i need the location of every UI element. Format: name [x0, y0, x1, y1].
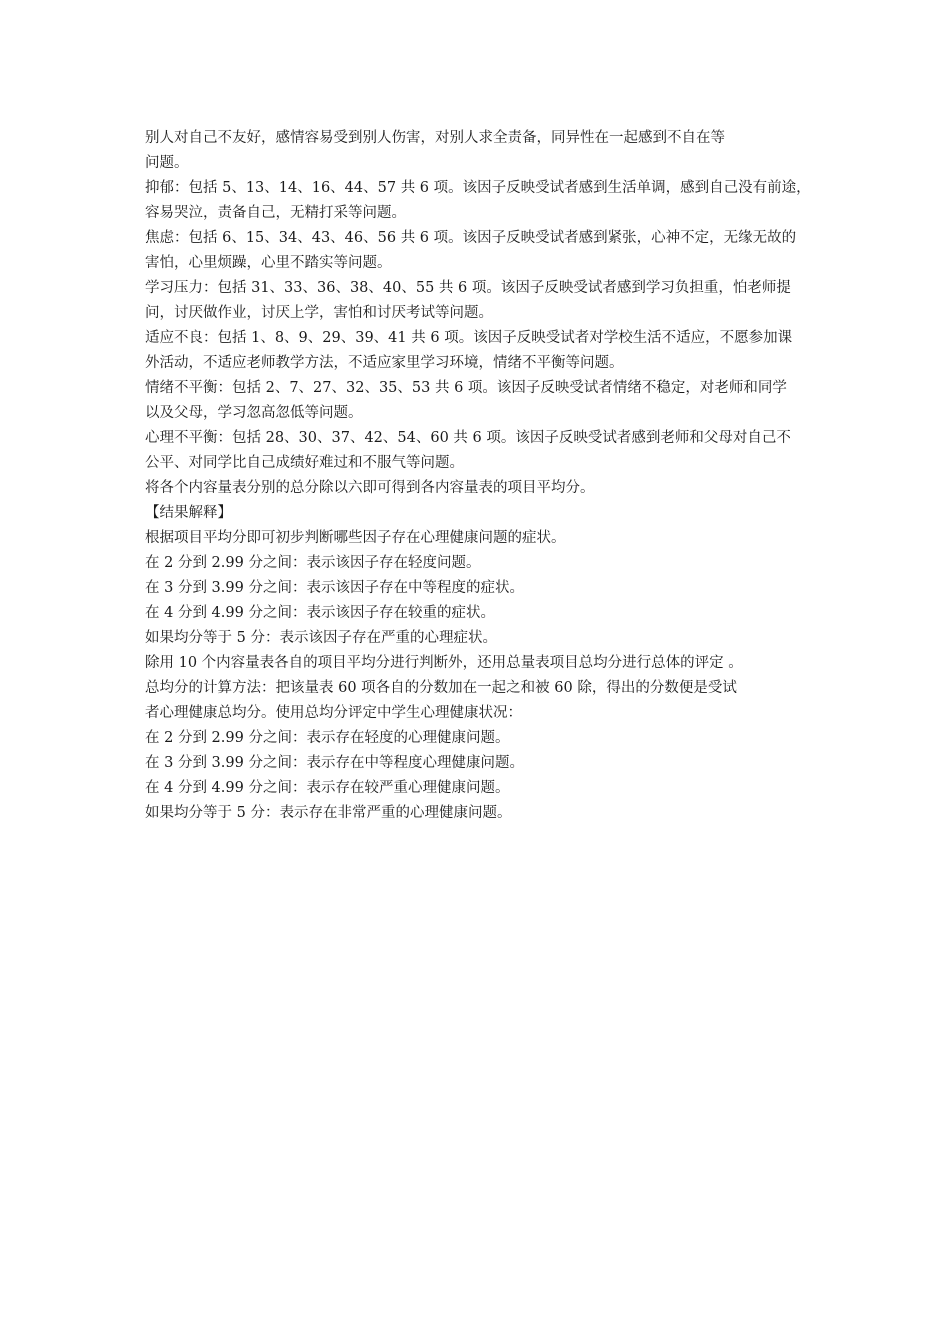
text-line: 公平、对同学比自己成绩好难过和不服气等问题。 — [145, 455, 464, 471]
text-line: 除用 10 个内容量表各自的项目平均分进行判断外，还用总量表项目总均分进行总体的评定 。 — [145, 655, 743, 671]
text-line: 情绪不平衡：包括 2、7、27、32、35、53 共 6 项。该因子反映受试者情绪不稳定，对老师和同学 — [145, 380, 787, 396]
text-line: 将各个内容量表分别的总分除以六即可得到各内容量表的项目平均分。 — [145, 480, 595, 496]
text-line: 适应不良：包括 1、8、9、29、39、41 共 6 项。该因子反映受试者对学校生活不适应，不愿参加课 — [145, 330, 793, 346]
text-line: 如果均分等于 5 分：表示存在非常严重的心理健康问题。 — [145, 805, 512, 821]
text-line: 害怕，心里烦躁，心里不踏实等问题。 — [145, 255, 392, 271]
text-line: 在 3 分到 3.99 分之间：表示存在中等程度心理健康问题。 — [145, 755, 524, 771]
text-line: 在 2 分到 2.99 分之间：表示存在轻度的心理健康问题。 — [145, 730, 510, 746]
text-line: 别人对自己不友好，感情容易受到别人伤害，对别人求全责备，同异性在一起感到不自在等 — [145, 130, 725, 146]
document-body — [145, 126, 813, 826]
text-line: 根据项目平均分即可初步判断哪些因子存在心理健康问题的症状。 — [145, 530, 566, 546]
text-line: 在 4 分到 4.99 分之间：表示存在较严重心理健康问题。 — [145, 780, 510, 796]
text-line: 容易哭泣，责备自己，无精打采等问题。 — [145, 205, 406, 221]
text-line: 者心理健康总均分。使用总均分评定中学生心理健康状况： — [145, 705, 522, 721]
text-line: 学习压力：包括 31、33、36、38、40、55 共 6 项。该因子反映受试者感到学习负担重，怕老师提 — [145, 280, 791, 296]
text-line: 抑郁：包括 5、13、14、16、44、57 共 6 项。该因子反映受试者感到生活单调，感到自己没有前途， — [145, 180, 811, 196]
text-line: 在 4 分到 4.99 分之间：表示该因子存在较重的症状。 — [145, 605, 495, 621]
text-line: 在 2 分到 2.99 分之间：表示该因子存在轻度问题。 — [145, 555, 481, 571]
text-line: 问题。 — [145, 155, 189, 171]
text-line: 以及父母，学习忽高忽低等问题。 — [145, 405, 363, 421]
text-line: 如果均分等于 5 分：表示该因子存在严重的心理症状。 — [145, 630, 497, 646]
text-line: 外活动，不适应老师教学方法，不适应家里学习环境，情绪不平衡等问题。 — [145, 355, 624, 371]
text-line: 焦虑：包括 6、15、34、43、46、56 共 6 项。该因子反映受试者感到紧张，心神不定，无缘无故的 — [145, 230, 797, 246]
text-line: 总均分的计算方法：把该量表 60 项各自的分数加在一起之和被 60 除，得出的分数便是受试 — [145, 680, 737, 696]
text-line: 在 3 分到 3.99 分之间：表示该因子存在中等程度的症状。 — [145, 580, 524, 596]
section-heading: 【结果解释】 — [145, 505, 232, 521]
text-line: 心理不平衡：包括 28、30、37、42、54、60 共 6 项。该因子反映受试者感到老师和父母对自己不 — [145, 430, 791, 446]
text-line: 问，讨厌做作业，讨厌上学，害怕和讨厌考试等问题。 — [145, 305, 493, 321]
